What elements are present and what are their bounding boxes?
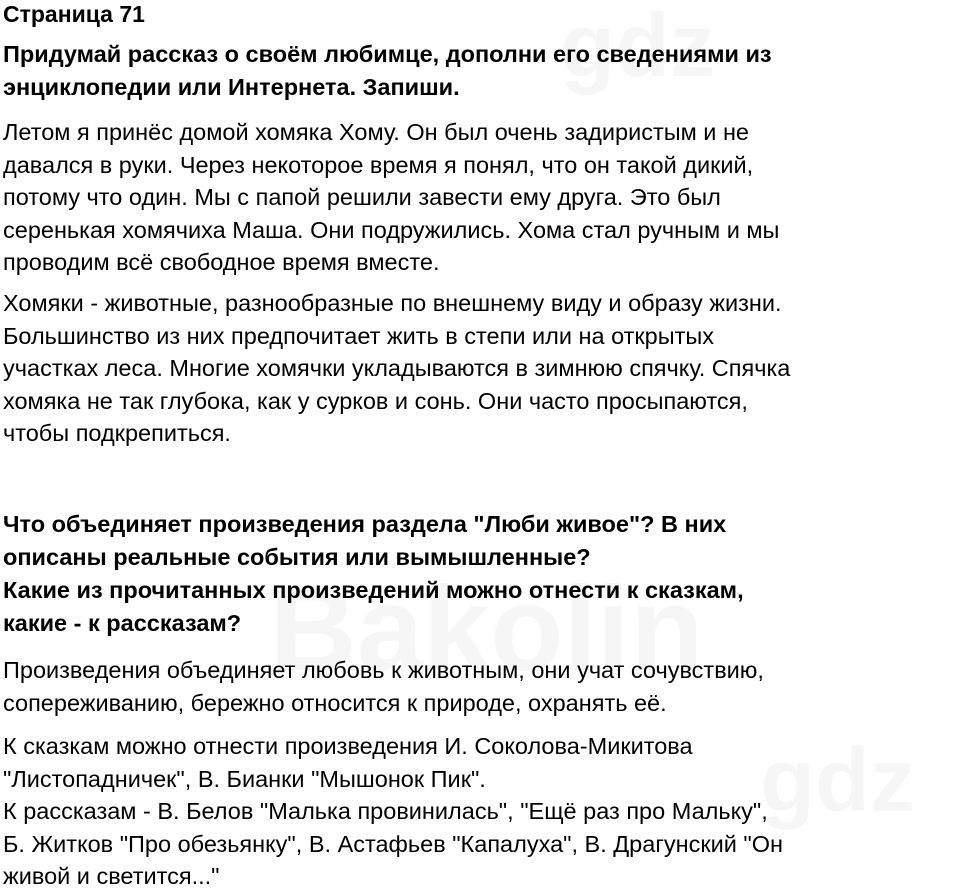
answer-1-paragraph-1 [3,116,779,279]
answer-line: Хомяки - животные, разнообразные по внешнему виду и образу жизни. [3,290,782,316]
answer-line: проводим всё свободное время вместе. [3,249,440,275]
watermark-3 [760,730,915,833]
answer-line: потому что один. Мы с папой решили завести ему друга. Это был [3,184,721,210]
question-2-line: Что объединяет произведения раздела "Люби живое"? В них [3,511,727,537]
answer-2-paragraph-2 [3,730,783,893]
answer-line: Летом я принёс домой хомяка Хому. Он был очень задиристым и не [3,119,749,145]
answer-line: Произведения объединяет любовь к животным, они учат сочувствию, [3,657,764,683]
answer-line: "Листопадничек", В. Бианки "Мышонок Пик". [3,765,486,792]
answer-line: давался в руки. Через некоторое время я понял, что он такой дикий, [3,151,754,178]
page-title [3,1,145,28]
answer-line: сопереживанию, бережно относится к природе, охранять её. [3,689,667,716]
question-1 [3,38,772,104]
answer-line: участках леса. Многие хомячки укладываются в зимнюю спячку. Спячка [3,355,791,381]
answer-line: Большинство из них предпочитает жить в степи или на открытых [3,322,715,349]
answer-line: хомяка не так глубока, как у сурков и сонь. Они часто просыпаются, [3,387,748,414]
page-title-text: Страница 71 [3,1,145,27]
answer-line: К рассказам - В. Белов "Малька провинилась", "Ещё раз про Мальку", [3,798,768,824]
answer-line: чтобы подкрепиться. [3,420,231,446]
question-2-line: какие - к рассказам? [3,610,242,636]
question-1-line: Придумай рассказ о своём любимце, дополни его сведениями из [3,41,772,67]
answer-2-paragraph-1 [3,654,764,719]
answer-line: серенькая хомячиха Маша. Они подружились. Хома стал ручным и мы [3,216,780,243]
question-2-line: описаны реальные события или вымышленные? [3,544,591,570]
question-1-line: энциклопедии или Интернета. Запиши. [3,74,460,100]
answer-line: живой и светится..." [3,863,220,889]
answer-line: Б. Житков "Про обезьянку", В. Астафьев "Капалуха", В. Драгунский "Он [3,830,784,857]
answer-1-paragraph-2 [3,287,790,450]
question-2 [3,508,744,640]
question-2-line: Какие из прочитанных произведений можно отнести к сказкам, [3,577,744,603]
answer-line: К сказкам можно отнести произведения И. Соколова-Микитова [3,733,693,759]
